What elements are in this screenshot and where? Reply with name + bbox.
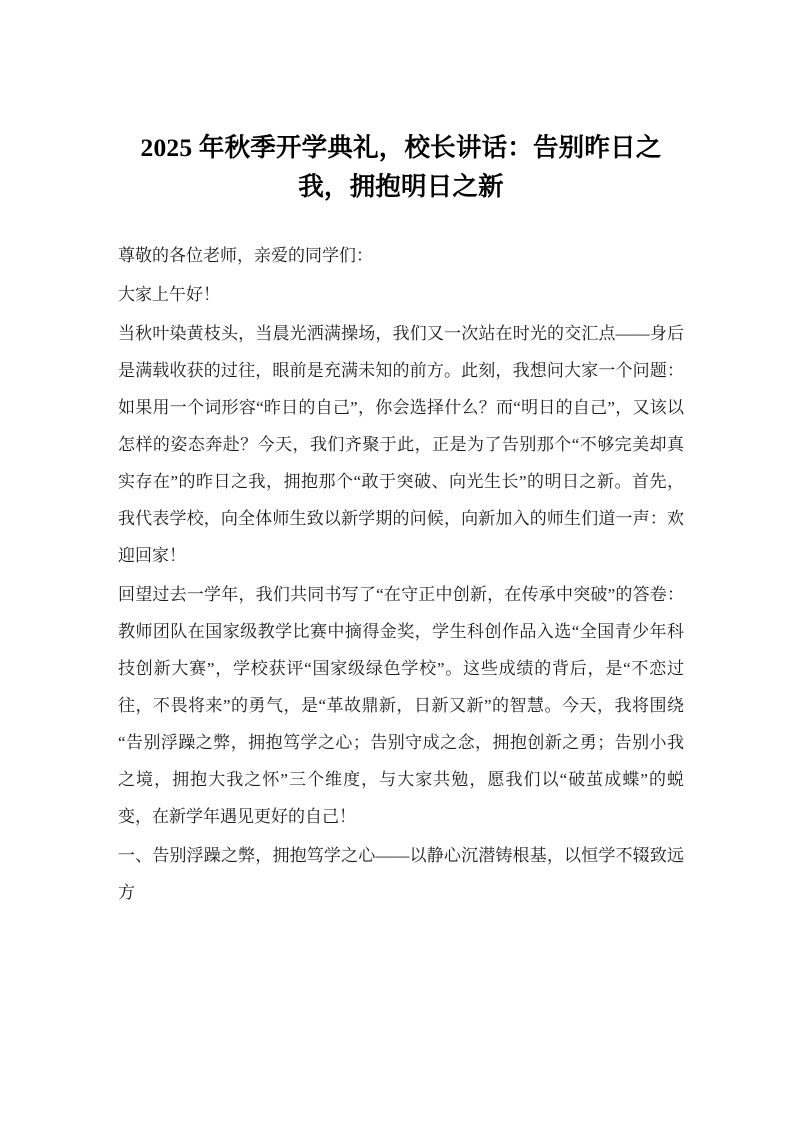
document-body bbox=[118, 237, 684, 911]
paragraph-greeting: 大家上午好！ bbox=[118, 285, 220, 304]
document-content bbox=[118, 0, 684, 911]
page-title: 2025 年秋季开学典礼，校长讲话：告别昨日之我，拥抱明日之新 bbox=[140, 133, 662, 201]
paragraph-review: 回望过去一学年，我们共同书写了“在守正中创新，在传承中突破”的答卷：教师团队在国家级教学比赛中摘得金奖，学生科创作品入选“全国青少年科技创新大赛”，学校获评“国家级绿色学校”。这些成绩的背后，是“不恋过往，不畏将来”的勇气，是“革故鼎新，日新又新”的智慧。今天，我将围绕“告别浮躁之弊，拥抱笃学之心；告别守成之念，拥抱创新之勇；告别小我之境，拥抱大我之怀”三个维度，与大家共勉，愿我们以“破茧成蝶”的蜕变，在新学年遇见更好的自己！ bbox=[118, 585, 684, 826]
paragraph-section-one-heading: 一、告别浮躁之弊，拥抱笃学之心——以静心沉潜铸根基，以恒学不辍致远方 bbox=[118, 846, 684, 902]
paragraph-opening: 当秋叶染黄枝头，当晨光洒满操场，我们又一次站在时光的交汇点——身后是满载收获的过往，眼前是充满未知的前方。此刻，我想问大家一个问题：如果用一个词形容“昨日的自己”，你会选择什么？而“明日的自己”，又该以怎样的姿态奔赴？今天，我们齐聚于此，正是为了告别那个“不够完美却真实存在”的昨日之我，拥抱那个“敢于突破、向光生长”的明日之新。首先，我代表学校，向全体师生致以新学期的问候，向新加入的师生们道一声：欢迎回家！ bbox=[118, 324, 684, 565]
paragraph-salutation: 尊敬的各位老师，亲爱的同学们： bbox=[118, 246, 373, 265]
